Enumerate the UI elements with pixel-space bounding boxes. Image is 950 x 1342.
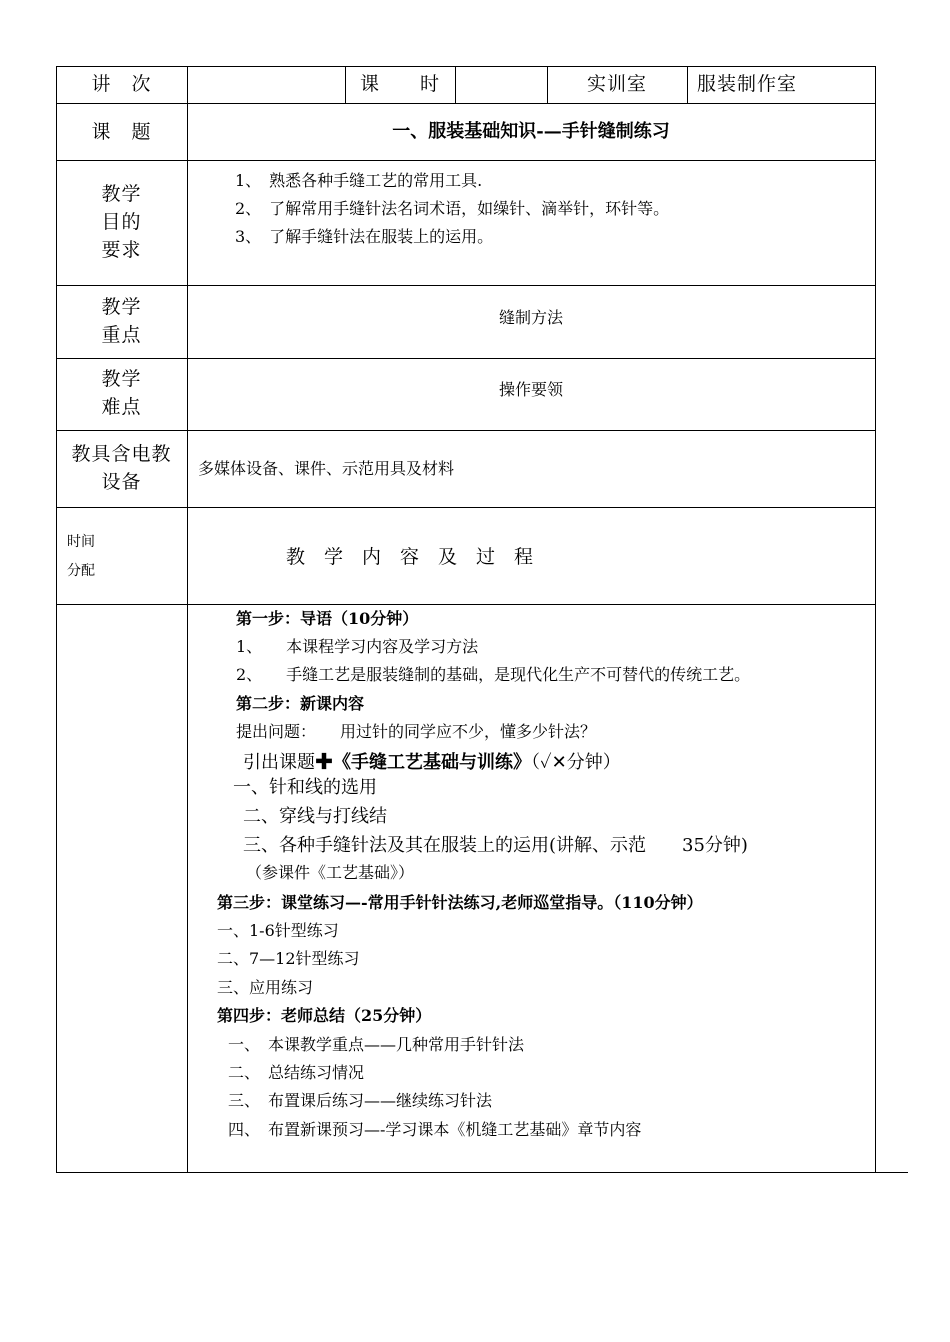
time-label-line-2: 分配 xyxy=(67,563,95,579)
step1-item: 1、 本课程学习内容及学习方法 xyxy=(236,637,479,656)
step3-item: 二、7—12针型练习 xyxy=(217,949,360,968)
step2-title: 第二步：新课内容 xyxy=(236,694,365,713)
question-text: 提出问题： 用过针的同学应不少，懂多少针法？ xyxy=(236,722,597,741)
intro-course-title: 《手缝工艺基础与训练》 xyxy=(333,752,531,773)
equipment-label-line-1: 教具含电教 xyxy=(71,443,172,465)
objective-item: 3、 了解手缝针法在服装上的运用。 xyxy=(235,227,494,246)
objectives-label-line-2: 目的 xyxy=(101,211,142,233)
room-value: 服装制作室 xyxy=(697,73,798,95)
difficulties-label-line-1: 教学 xyxy=(101,368,142,390)
objective-item: 1、 熟悉各种手缝工艺的常用工具. xyxy=(235,171,483,190)
step1-item: 2、 手缝工艺是服装缝制的基础，是现代化生产不可替代的传统工艺。 xyxy=(236,665,751,684)
topic-title: 一、服装基础知识-—手针缝制练习 xyxy=(392,121,670,142)
key-points-label-line-1: 教学 xyxy=(101,296,142,318)
topic-label: 课 题 xyxy=(91,121,152,143)
step1-title: 第一步：导语（10分钟） xyxy=(236,609,419,628)
step4-item: 一、 本课教学重点——几种常用手针针法 xyxy=(228,1035,525,1054)
difficulties-label-line-2: 难点 xyxy=(101,396,142,418)
intro-prefix: 引出课题 xyxy=(243,752,315,773)
room-label: 实训室 xyxy=(586,73,647,95)
intro-line xyxy=(243,751,621,775)
section-item: 三、各种手缝针法及其在服装上的运用(讲解、示范 35分钟) xyxy=(243,835,748,856)
equipment-label-line-2: 设备 xyxy=(101,471,142,493)
key-points-value: 缝制方法 xyxy=(498,308,563,327)
section-item: 二、穿线与打线结 xyxy=(243,806,387,827)
step4-item: 三、 布置课后练习——继续练习针法 xyxy=(228,1091,493,1110)
key-points-label-line-2: 重点 xyxy=(101,324,142,346)
step4-item: 四、 布置新课预习—-学习课本《机缝工艺基础》章节内容 xyxy=(228,1120,642,1139)
equipment-value: 多媒体设备、课件、示范用具及材料 xyxy=(198,459,455,478)
process-title: 教 学 内 容 及 过 程 xyxy=(286,546,534,568)
step4-title: 第四步：老师总结（25分钟） xyxy=(217,1006,432,1025)
objectives-label-line-1: 教学 xyxy=(101,183,142,205)
step3-item: 一、1-6针型练习 xyxy=(217,921,339,940)
objectives-label-line-3: 要求 xyxy=(101,239,142,261)
step3-item: 三、应用练习 xyxy=(217,978,314,997)
time-label-line-1: 时间 xyxy=(67,534,95,550)
step4-item: 二、 总结练习情况 xyxy=(228,1063,365,1082)
courseware-note: （参课件《工艺基础》） xyxy=(246,863,415,882)
lecture-label: 讲 次 xyxy=(91,73,152,95)
intro-suffix: （✓✕分钟） xyxy=(531,752,621,773)
difficulties-value: 操作要领 xyxy=(498,380,563,399)
step3-title: 第三步：课堂练习—-常用手针针法练习,老师巡堂指导。（110分钟） xyxy=(217,893,703,912)
objective-item: 2、 了解常用手缝针法名词术语，如缲针、滴举针，环针等。 xyxy=(235,199,670,218)
plus-icon: ✚ xyxy=(315,752,333,773)
section-item: 一、针和线的选用 xyxy=(233,777,377,798)
hours-label: 课 时 xyxy=(359,73,440,95)
